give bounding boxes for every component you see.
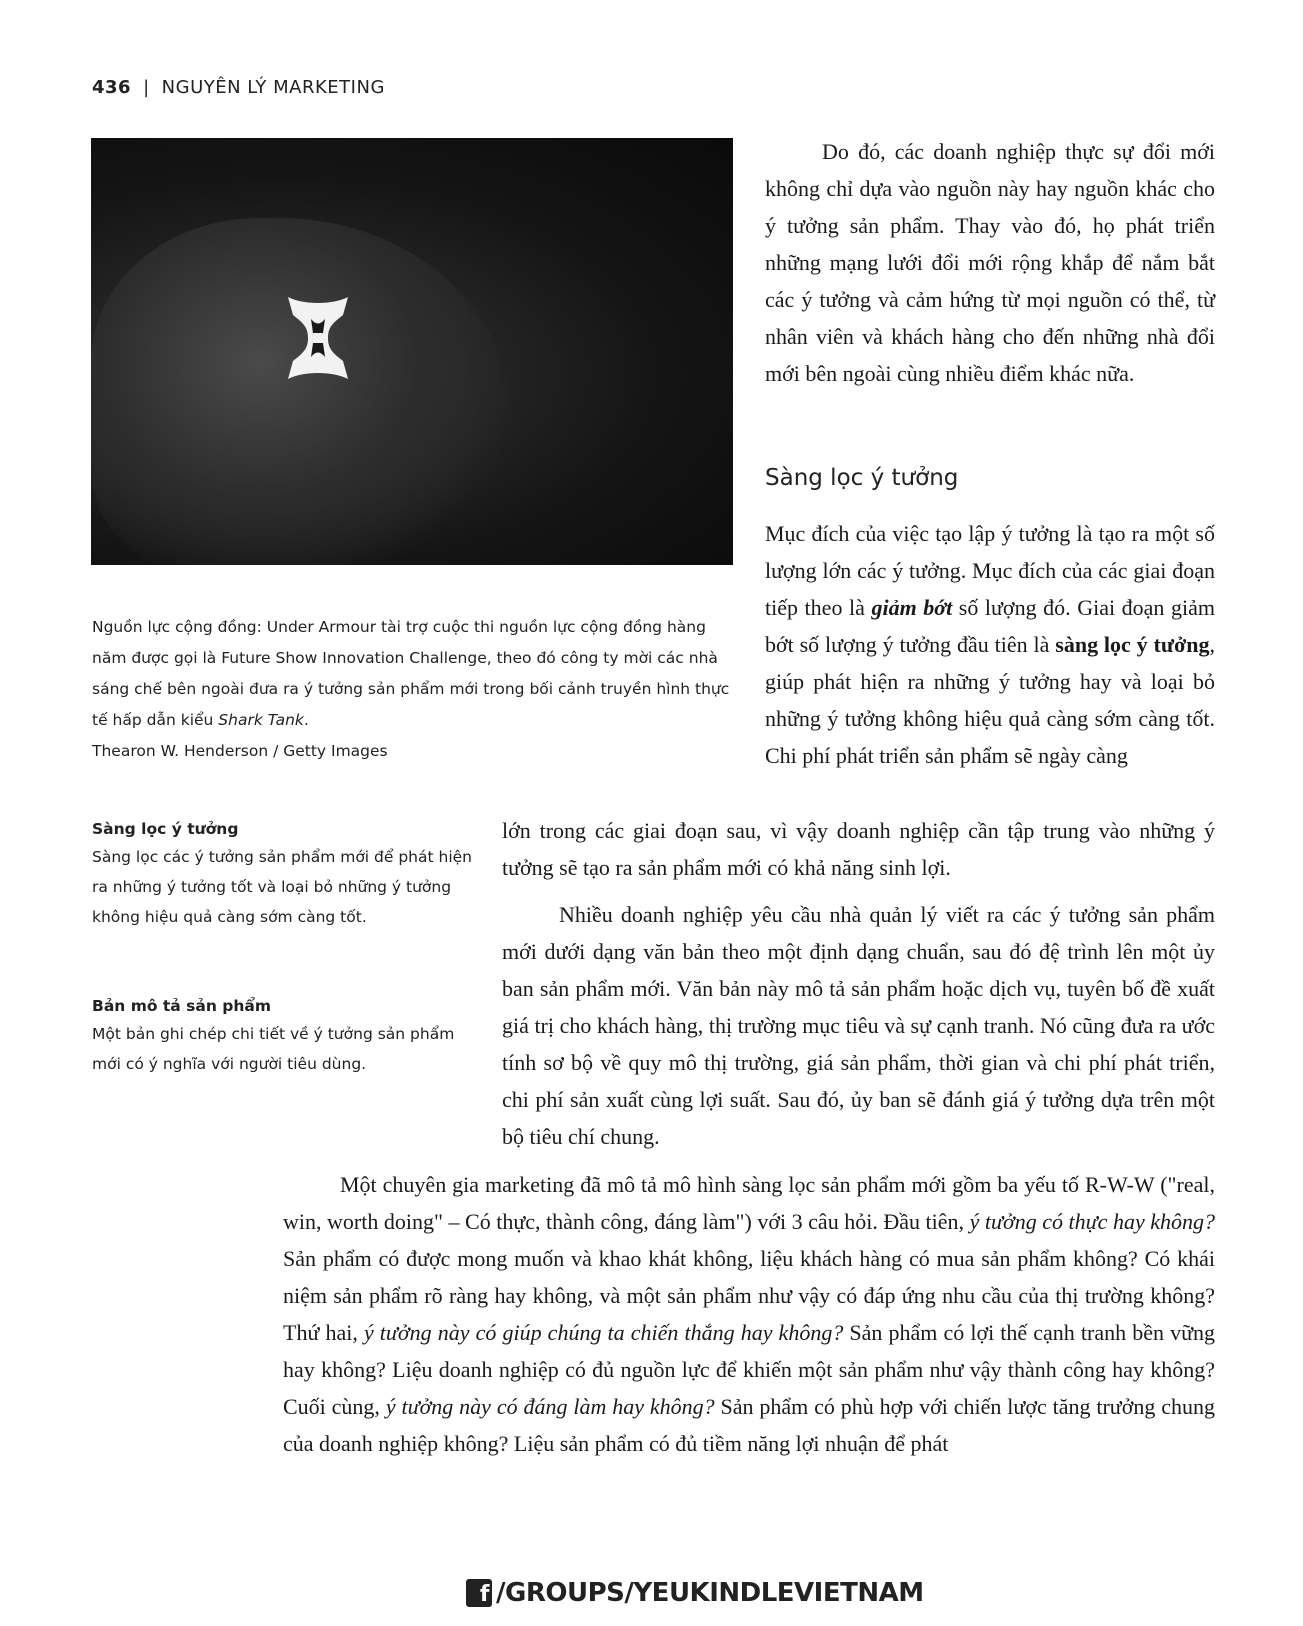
- footer-watermark: [466, 1578, 924, 1608]
- caption-text: Nguồn lực cộng đồng: Under Armour tài trợ cuộc thi nguồn lực cộng đồng hàng năm được gọi là Future Show Innovation Challenge, theo đó công ty mời các nhà sáng chế bên ngoài đưa ra ý tưởng sản phẩm mới trong bối cảnh truyền hình thực tế hấp dẫn kiểu: [92, 618, 730, 729]
- paragraph-3-block: [502, 896, 1215, 1155]
- p4-text-1: Một chuyên gia marketing đã mô tả mô hình sàng lọc sản phẩm mới gồm ba yếu tố R-W-W ("real, win, worth doing" – Có thực, thành công, đáng làm") với 3 câu hỏi. Đầu tiên,: [283, 1172, 1215, 1234]
- under-armour-logo-icon: [283, 293, 353, 383]
- facebook-icon: f: [466, 1579, 492, 1607]
- paragraph-3: Nhiều doanh nghiệp yêu cầu nhà quản lý viết ra các ý tưởng sản phẩm mới dưới dạng văn bản theo một định dạng chuẩn, sau đó đệ trình lên một ủy ban sản phẩm mới. Văn bản này mô tả sản phẩm hoặc dịch vụ, tuyên bố đề xuất giá trị cho khách hàng, thị trường mục tiêu và sự cạnh tranh. Nó cũng đưa ra ước tính sơ bộ về quy mô thị trường, giá sản phẩm, thời gian và chi phí phát triển, chi phí sản xuất cùng lợi suất. Sau đó, ủy ban sẽ đánh giá ý tưởng dựa trên một bộ tiêu chí chung.: [502, 902, 1215, 1149]
- paragraph-2-continuation-block: [502, 812, 1215, 886]
- p4-italic-3: ý tưởng này có đáng làm hay không?: [385, 1394, 715, 1419]
- figure-photo: [91, 138, 733, 565]
- paragraph-4-block: [283, 1166, 1215, 1462]
- margin-term-2: [92, 993, 472, 1079]
- p4-text-3: Sản phẩm có lợi thế cạnh tranh bền vững hay không? Liệu doanh nghiệp có đủ nguồn lực để khiến một sản phẩm như vậy thành công hay không? Cuối cùng,: [283, 1320, 1215, 1419]
- caption-end: .: [303, 711, 309, 729]
- book-title: NGUYÊN LÝ MARKETING: [161, 77, 385, 98]
- margin-term-definition: Sàng lọc các ý tưởng sản phẩm mới để phát hiện ra những ý tưởng tốt và loại bỏ những ý tưởng không hiệu quả càng sớm càng tốt.: [92, 848, 472, 926]
- margin-term-definition: Một bản ghi chép chi tiết về ý tưởng sản phẩm mới có ý nghĩa với người tiêu dùng.: [92, 1025, 455, 1073]
- p4-italic-1: ý tưởng có thực hay không?: [969, 1209, 1216, 1234]
- intro-paragraph: Do đó, các doanh nghiệp thực sự đổi mới không chỉ dựa vào nguồn này hay nguồn khác cho ý tưởng sản phẩm. Thay vào đó, họ phát triển những mạng lưới đổi mới rộng khắp để nắm bắt các ý tưởng và cảm hứng từ mọi nguồn có thể, từ nhân viên và khách hàng cho đến những nhà đổi mới bên ngoài cùng nhiều điểm khác nữa.: [765, 139, 1215, 386]
- header-separator: |: [143, 77, 150, 98]
- margin-term-title: Sàng lọc ý tưởng: [92, 820, 239, 838]
- p2-text-1: Mục đích của việc tạo lập ý tưởng là tạo ra một số lượng lớn các ý tưởng. Mục đích của các giai đoạn tiếp theo là: [765, 521, 1215, 620]
- p2-text-3: , giúp phát hiện ra những ý tưởng hay và loại bỏ những ý tưởng không hiệu quả càng sớm càng tốt. Chi phí phát triển sản phẩm sẽ ngày càng: [765, 632, 1216, 768]
- p4-text-2: Sản phẩm có được mong muốn và khao khát không, liệu khách hàng có mua sản phẩm không? Có khái niệm sản phẩm rõ ràng hay không, và một sản phẩm như vậy có đáp ứng nhu cầu của thị trường không? Thứ hai,: [283, 1246, 1215, 1345]
- footer-text: /GROUPS/YEUKINDLEVIETNAM: [496, 1578, 924, 1608]
- margin-term-1: [92, 816, 472, 932]
- running-header: [92, 77, 385, 98]
- paragraph-2-block: [765, 515, 1215, 774]
- p2-text-2: số lượng đó. Giai đoạn giảm bớt số lượng ý tưởng đầu tiên là: [765, 595, 1215, 657]
- glove-shape: [91, 218, 511, 565]
- margin-term-title: Bản mô tả sản phẩm: [92, 997, 272, 1015]
- intro-paragraph-block: [765, 133, 1215, 392]
- photo-credit: Thearon W. Henderson / Getty Images: [92, 742, 388, 760]
- p2-bold-term: sàng lọc ý tưởng: [1055, 632, 1210, 657]
- figure-caption: [92, 612, 737, 767]
- p4-text-4: Sản phẩm có phù hợp với chiến lược tăng trưởng chung của doanh nghiệp không? Liệu sản phẩm có đủ tiềm năng lợi nhuận để phát: [283, 1394, 1215, 1456]
- p4-italic-2: ý tưởng này có giúp chúng ta chiến thắng hay không?: [363, 1320, 844, 1345]
- paragraph-4: [283, 1166, 1215, 1462]
- caption-italic: Shark Tank: [218, 711, 304, 729]
- page-number: 436: [92, 77, 132, 98]
- paragraph-2-continuation: lớn trong các giai đoạn sau, vì vậy doanh nghiệp cần tập trung vào những ý tưởng sẽ tạo ra sản phẩm mới có khả năng sinh lợi.: [502, 818, 1215, 880]
- p2-italic-1: giảm bớt: [871, 595, 953, 620]
- paragraph-2: [765, 515, 1215, 774]
- section-heading: Sàng lọc ý tưởng: [765, 465, 959, 491]
